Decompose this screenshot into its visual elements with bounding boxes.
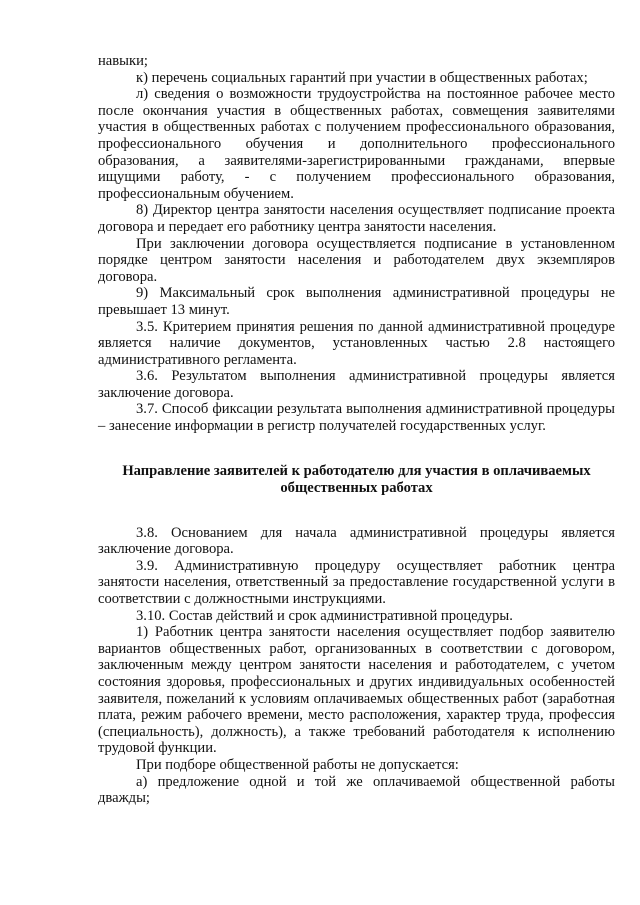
paragraph: к) перечень социальных гарантий при участии в общественных работах; (136, 69, 588, 86)
paragraph: 3.9. Административную процедуру осуществляет работник центра занятости населения, ответственный за предоставление государственной услуги в соответствии с должностными инструкциями. (98, 557, 615, 608)
document-body (98, 53, 615, 807)
paragraph: При заключении договора осуществляется подписание в установленном порядке центром занятости населения и работодателем двух экземпляров договора. (98, 235, 615, 285)
paragraph: 3.6. Результатом выполнения административной процедуры является заключение договора. (98, 368, 615, 401)
paragraph: навыки; (98, 53, 148, 69)
paragraph: а) предложение одной и той же оплачиваемой общественной работы дважды; (98, 773, 615, 807)
paragraph: 3.5. Критерием принятия решения по данной административной процедуре является наличие документов, установленных частью 2.8 настоящего административного регламента. (98, 318, 615, 368)
section-heading: Направление заявителей к работодателю для участия в оплачиваемых общественных работах (122, 462, 591, 496)
paragraph: При подборе общественной работы не допускается: (136, 756, 459, 773)
paragraph: 8) Директор центра занятости населения осуществляет подписание проекта договора и передает его работнику центра занятости населения. (98, 202, 615, 235)
paragraph: 3.7. Способ фиксации результата выполнения административной процедуры – занесение информации в регистр получателей государственных услуг. (98, 401, 615, 435)
paragraph: л) сведения о возможности трудоустройства на постоянное рабочее место после окончания участия в общественных работах, совмещения заявителями участия в общественных работах с получением профессионального образования, профессионального обучения и дополнительного профессионального образования, а заявителями-зарегистрированными гражданами, впервые ищущими работу, - с получением профессионального образования, профессиональным обучением. (98, 86, 615, 202)
paragraph: 1) Работник центра занятости населения осуществляет подбор заявителю вариантов общественных работ, организованных в соответствии с договором, заключенным между центром занятости населения и работодателем, с учетом состояния здоровья, профессиональных и других индивидуальных особенностей заявителя, пожеланий к условиям оплачиваемых общественных работ (заработная плата, режим рабочего времени, место расположения, характер труда, профессия (специальность), должность), а также требований работодателя к исполнению трудовой функции. (98, 624, 615, 757)
paragraph: 3.10. Состав действий и срок административной процедуры. (136, 607, 513, 624)
paragraph: 9) Максимальный срок выполнения административной процедуры не превышает 13 минут. (98, 285, 615, 318)
paragraph: 3.8. Основанием для начала административной процедуры является заключение договора. (98, 524, 615, 558)
